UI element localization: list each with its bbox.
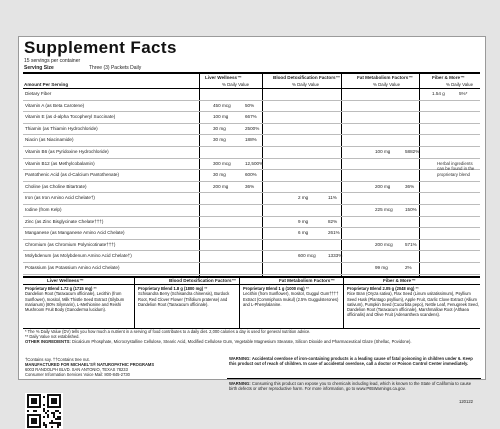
prop65-warning-label: WARNING: (229, 381, 251, 386)
dv-label-fiber: % Daily Value (446, 82, 474, 87)
iron-warning-label: WARNING: (229, 356, 251, 361)
panel-title: Supplement Facts (24, 38, 177, 57)
blood-daily-value: 82% (328, 218, 338, 224)
fiber-amount: 1.54 g (432, 91, 445, 96)
packet-header-fat: Fat Metabolism Factors™ (357, 75, 413, 80)
table-row (23, 170, 480, 182)
lot-code: 120122 (459, 399, 473, 404)
fat-amount: 200 mg (375, 183, 391, 189)
blood-amount: 9 mg (298, 218, 309, 224)
liver-amount: 100 mg (213, 114, 229, 120)
nutrient-name: Vitamin B6 (as Pyridoxine Hydrochloride) (25, 149, 109, 154)
table-row (23, 263, 480, 275)
liver-amount: 450 mcg (213, 102, 231, 108)
liver-amount: 200 mg (213, 183, 229, 189)
blend-fiber-label: Proprietary Blend (347, 286, 382, 291)
table-row (23, 101, 480, 113)
fat-amount: 225 mcg (375, 207, 393, 212)
blend-liver-amount: 1.72 g (1715 mg) (60, 286, 93, 291)
liver-amount: 30 mg (213, 137, 226, 143)
blend-liver (25, 286, 131, 312)
blend-blood (138, 286, 236, 307)
nutrient-name: Vitamin A (as Beta Carotene) (25, 102, 85, 108)
blood-amount: 2 mg (298, 195, 309, 201)
blend-liver-label: Proprietary Blend (25, 286, 60, 291)
nutrient-name: Vitamin E (as d-alpha Tocopheryl Succinate) (25, 114, 116, 120)
nutrient-name: Dietary Fiber (25, 91, 52, 96)
nutrient-name: Iodine (from Kelp) (25, 207, 62, 212)
blend-fat (243, 286, 340, 307)
blend-fiber-amount: 2.05 g (2048 mg) (382, 286, 415, 291)
fat-amount: 100 mg (375, 149, 391, 154)
other-ingredients-label: OTHER INGREDIENTS: (25, 339, 71, 344)
warning-rule (227, 378, 481, 379)
nutrient-name: Thiamin (as Thiamin Hydrochloride) (25, 125, 98, 131)
liver-daily-value: 600% (245, 172, 257, 178)
supplement-facts-panel (18, 36, 486, 404)
table-row (23, 217, 480, 229)
top-rule (23, 72, 480, 74)
nutrient-name: Niacin (as Niacinamide) (25, 137, 74, 143)
blend-fat-amount: 1 g (1000 mg) (278, 286, 305, 291)
blood-daily-value: 1333% (328, 253, 343, 259)
liver-amount: 30 mg (213, 172, 226, 178)
blend-header-fiber: Fiber & More™ (383, 278, 416, 283)
blend-fat-label: Proprietary Blend (243, 286, 278, 291)
iron-warning (229, 356, 479, 367)
blend-fiber-ingredients: Rice Bran (Oryza sativa), Flax Seed (Linum usitatissimum), Psyllium Seed Husk (Plantago psyllium), Apple Fruit, Garlic Clove Extract (Allium sativum), Pumpkin Seed (Cucurbita pepo), Nettle Leaf, Fenugreek Seed, Dandelion Root (Taraxacum officinale), Marshmallow Root (Althaea officinalis) and Olive Fruit (Adenanthera scandens). (347, 291, 479, 318)
liver-daily-value: 667% (245, 114, 257, 120)
manufacturer-name: MANUFACTURED FOR MICHAEL'S® NATUROPATHIC PROGRAMS (25, 362, 155, 367)
footnote-daily-value: * The % Daily Value (DV) tells you how much a nutrient in a serving of food contributes to a daily diet. 2,000 calories a day is used for general nutrition advice. (25, 329, 311, 334)
blend-header-liver: Liver Wellness™ (47, 278, 84, 283)
footnote-not-established: ** Daily Value not established. (25, 334, 80, 339)
fiber-herbal-note: Herbal ingredients can be found in the proprietary blend (437, 161, 475, 177)
table-row (23, 182, 480, 194)
table-row (23, 124, 480, 136)
nutrient-name: Choline (as Choline Bitartrate) (25, 183, 87, 189)
table-row (23, 205, 480, 217)
blood-daily-value: 261% (328, 230, 340, 236)
table-row (23, 147, 480, 159)
serving-size-value: Three (3) Packets Daily (89, 65, 142, 71)
dv-label-liver: % Daily Value (222, 82, 250, 87)
nutrient-name: Pantothenic Acid (as d-Calcium Pantothenate) (25, 172, 119, 178)
nutrient-name: Iron (as Iron Amino Acid Chelate†) (25, 195, 95, 201)
blend-divider-2 (239, 277, 240, 328)
iron-warning-text: Accidental overdose of iron-containing products is a leading cause of fatal poisoning in children under 6. Keep this product out of reach of children. In case of accidental overdose, call a doctor or Poison Control Center immediately. (229, 356, 473, 367)
nutrient-name: Manganese (as Manganese Amino Acid Chelate) (25, 230, 125, 236)
table-row (23, 89, 480, 101)
nutrient-name: Vitamin B12 (as Methylcobalamin) (25, 160, 95, 166)
blend-liver-ingredients: Dandelion Root (Taraxacum officinale), Lecithin (from Sunflower), Inositol, Milk Thistle Seed Extract (Silybum marianum) (80% Silymarin), L-Methionine and Reishi Mushroom Fruit Body (Ganoderma lucidum). (25, 291, 125, 313)
amount-per-serving: Amount Per Serving (24, 82, 69, 87)
table-row (23, 228, 480, 240)
blend-liver-mark: ** (93, 286, 97, 291)
blend-fiber (347, 286, 479, 318)
table-row (23, 251, 480, 263)
dv-label-blood: % Daily Value (292, 82, 320, 87)
other-ingredients (25, 339, 477, 344)
nutrient-name: Potassium (as Potassium Amino Acid Chelate) (25, 265, 120, 270)
blend-fat-ingredients: Lecithin (from Sunflower), Inositol, Guggul Gum†††† Extract (Commiphora mukul) (2.5% Guggulsterones) and L-Phenylalanine. (243, 291, 339, 307)
blend-divider-1 (134, 277, 135, 328)
prop65-warning-text: Consuming this product can expose you to chemicals including lead, which is known to the State of California to cause birth defects or other reproductive harm. For more information, go to www.P65Warnings.ca.gov. (229, 381, 472, 392)
allergen-note: †Contains soy. ††Contains tree nut. (25, 357, 90, 362)
fat-amount: 99 mg (375, 265, 388, 270)
packet-header-liver: Liver Wellness™ (205, 75, 242, 80)
serving-size-label: Serving Size (24, 65, 54, 71)
packet-header-fiber: Fiber & More™ (432, 75, 465, 80)
table-row (23, 112, 480, 124)
blend-header-fat: Fat Metabolism Factors™ (279, 278, 335, 283)
servings-per-container: 15 servings per container (24, 58, 81, 64)
table-row (23, 135, 480, 147)
blend-header-rule (23, 284, 480, 285)
nutrient-name: Molybdenum (as Molybdenum Amino Acid Chelate†) (25, 253, 132, 259)
table-row (23, 240, 480, 252)
fat-daily-value: 571% (405, 241, 417, 247)
nutrient-name: Zinc (as Zinc Bisglycinate Chelate†††) (25, 218, 104, 224)
blend-blood-ingredients: Schisandra Berry (Schisandra chinensis), Burdock Root, Red Clover Flower (Trifolium pratense) and Dandelion Root (Taraxacum officinale). (138, 291, 230, 307)
consumer-info-line: Consumer Information Services Voice Mail: 800-845-2730 (25, 372, 130, 377)
fat-daily-value: 5882% (405, 149, 420, 154)
dv-label-fat: % Daily Value (373, 82, 401, 87)
prop65-warning (229, 381, 479, 392)
liver-daily-value: 188% (245, 137, 257, 143)
blend-blood-label: Proprietary Blend (138, 286, 173, 291)
fat-daily-value: 36% (405, 183, 415, 189)
fat-daily-value: 2% (405, 265, 412, 270)
fat-daily-value: 150% (405, 207, 417, 212)
blend-fiber-mark: ** (415, 286, 419, 291)
table-row (23, 159, 480, 171)
liver-daily-value: 12,500% (245, 160, 264, 166)
table-row (23, 193, 480, 205)
other-ingredients-text: Dicalcium Phosphate, Microcrystalline Cellulose, Stearic Acid, Modified Cellulose Gum, Vegetable Magnesium Stearate, Silicon Dioxide and Pharmaceutical Glaze (Shellac, Povidone). (72, 339, 412, 344)
blood-amount: 600 mcg (298, 253, 316, 259)
blend-blood-amount: 1.8 g (1800 mg) (173, 286, 204, 291)
liver-daily-value: 36% (245, 183, 255, 189)
liver-daily-value: 2500% (245, 125, 260, 131)
nutrient-name: Chromium (as Chromium Polynicotinate†††) (25, 241, 116, 247)
fiber-daily-value: 5%* (459, 91, 468, 96)
blend-fat-mark: ** (305, 286, 309, 291)
blend-header-blood: Blood Detoxification Factors™ (169, 278, 237, 283)
blood-daily-value: 11% (328, 195, 337, 201)
manufacturer-address: 6003 RANDOLPH BLVD. SAN ANTONIO, TEXAS 78233 (25, 367, 128, 372)
liver-amount: 300 mcg (213, 160, 231, 166)
liver-amount: 30 mg (213, 125, 226, 131)
packet-header-blood: Blood Detoxification Factors™ (273, 75, 341, 80)
liver-daily-value: 50% (245, 102, 255, 108)
qr-code-icon (25, 393, 63, 429)
blood-amount: 6 mg (298, 230, 309, 236)
fat-amount: 200 mcg (375, 241, 393, 247)
blend-divider-3 (343, 277, 344, 328)
blend-blood-mark: ** (204, 286, 208, 291)
